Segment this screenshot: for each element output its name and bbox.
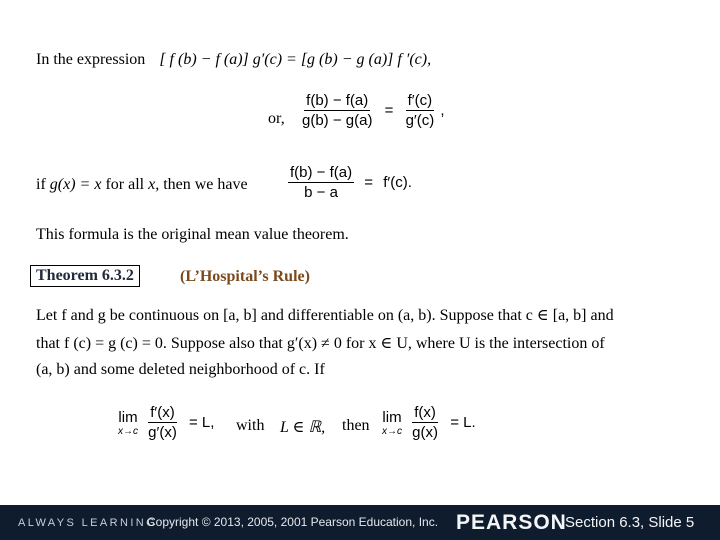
ratio-equation	[300, 92, 445, 129]
limit-equals-L: = L,	[189, 414, 215, 431]
condition-line	[36, 176, 248, 194]
hypothesis-line-1: Let f and g be continuous on [a, b] and differentiable on (a, b). Suppose that c ∈ [a, b] and	[36, 307, 614, 324]
function-ratio	[410, 404, 440, 441]
with-word: with	[236, 417, 265, 434]
mvt-denominator: b − a	[304, 184, 338, 201]
x-variable: x,	[148, 176, 160, 193]
conclusion-equals-L: = L.	[450, 414, 476, 431]
limit-equation	[118, 404, 214, 441]
or-label: or,	[268, 110, 285, 127]
function-denominator: g(x)	[412, 424, 439, 441]
mvt-rhs: f′(c).	[383, 174, 412, 191]
mvt-statement: This formula is the original mean value theorem.	[36, 226, 349, 243]
derivative-numerator: f′(x)	[150, 404, 175, 421]
theorem-label: Theorem 6.3.2	[30, 265, 140, 287]
conclusion-equation	[382, 404, 476, 441]
lhs-denominator: g(b) − g(a)	[302, 112, 373, 129]
equals-sign: =	[384, 102, 394, 119]
mvt-fraction	[288, 164, 354, 201]
function-numerator: f(x)	[414, 404, 436, 421]
L-in-reals: L ∈ ℝ,	[280, 419, 326, 436]
copyright-notice: Copyright © 2013, 2005, 2001 Pearson Education, Inc.	[147, 515, 439, 529]
expression-line	[36, 51, 431, 69]
always-learning-tagline: ALWAYS LEARNING	[18, 517, 158, 529]
theorem-name: (L’Hospital’s Rule)	[180, 268, 310, 285]
derivative-denominator: g′(x)	[148, 424, 177, 441]
expression-formula: [ f (b) − f (a)] g′(c) = [g (b) − g (a)] f ′(c),	[159, 51, 432, 68]
expression-prefix: In the expression	[36, 51, 146, 68]
trailing-comma: ,	[440, 102, 445, 119]
for-all-text: for all	[105, 176, 145, 193]
limit-operator	[118, 409, 138, 437]
lim-subscript-2: x→c	[382, 425, 402, 437]
slide-number: Section 6.3, Slide 5	[565, 514, 695, 531]
then-we-have-text: then we have	[163, 176, 248, 193]
condition-formula: g(x) = x	[49, 176, 102, 193]
lhs-fraction	[300, 92, 374, 129]
lhs-numerator: f(b) − f(a)	[306, 92, 369, 109]
hypothesis-line-2: that f (c) = g (c) = 0. Suppose also that g′(x) ≠ 0 for x ∈ U, where U is the intersection of	[36, 335, 605, 352]
if-word: if	[36, 176, 46, 193]
lim-word-2: lim	[382, 408, 402, 426]
lim-word: lim	[118, 408, 138, 426]
limit-operator-2	[382, 409, 402, 437]
pearson-logo: PEARSON	[456, 511, 567, 534]
footer-bar	[0, 505, 720, 540]
rhs-numerator: f′(c)	[407, 92, 433, 109]
hypothesis-line-3: (a, b) and some deleted neighborhood of c. If	[36, 361, 325, 378]
mvt-numerator: f(b) − f(a)	[290, 164, 353, 181]
lim-subscript: x→c	[118, 425, 138, 437]
derivative-ratio	[146, 404, 179, 441]
rhs-fraction	[404, 92, 437, 129]
mvt-equation	[288, 164, 412, 201]
mvt-equals: =	[364, 174, 374, 191]
then-word: then	[342, 417, 370, 434]
rhs-denominator: g′(c)	[405, 112, 435, 129]
